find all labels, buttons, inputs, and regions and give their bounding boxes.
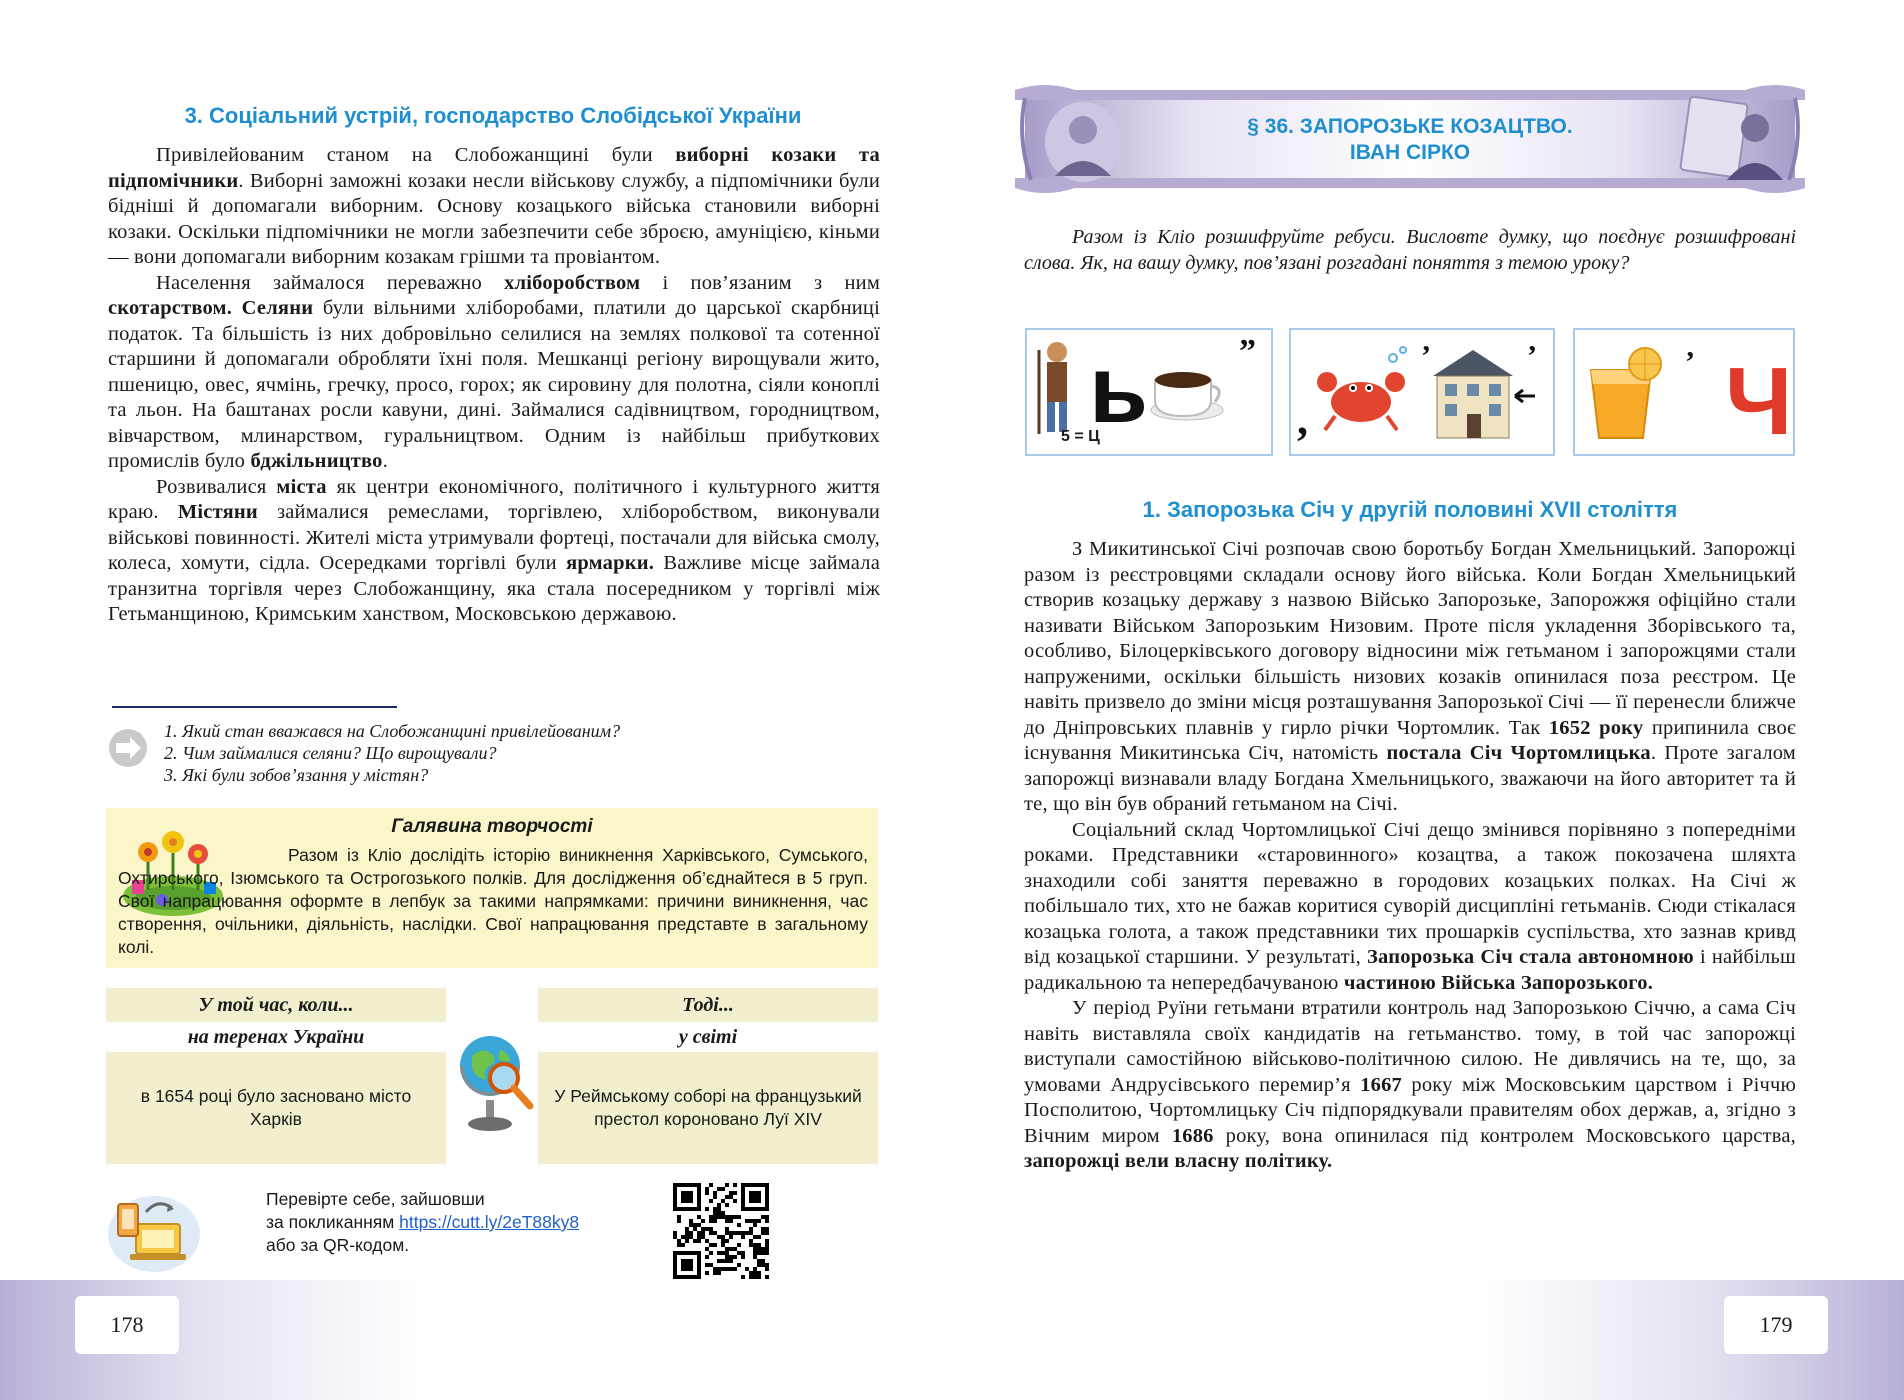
check-link[interactable]: https://cutt.ly/2eT88ky8 [399,1212,580,1232]
question-item: 3. Які були зобов’язання у містян? [164,765,429,785]
svg-text:”: ” [1239,333,1256,370]
page-number-left [75,1296,179,1354]
timeline-left-head-line2: на теренах України [106,1022,446,1052]
left-paragraph [108,271,880,475]
right-section-heading: 1. Запорозька Січ у другій половині XVII століття [1142,497,1678,522]
timeline-right-head-line2: у світі [538,1022,878,1052]
computer-icon [106,1190,202,1274]
right-paragraph [1024,996,1796,1175]
chapter-banner [1015,78,1805,200]
timeline-left-head-line1: У той час, коли... [198,994,354,1016]
rebus-hint: 5 = Ц [1061,428,1100,445]
text-run: Важливе місце займала транзитна торгівля через Слобожанщину, яка стала посередником у торгівлі між Гетьманщиною, Кримським ханством, Московською державою. [108,552,881,625]
check-line-2 [266,1211,646,1234]
bold-term: 1652 року [1548,716,1644,739]
creativity-text: Разом із Кліо дослідіть історію виникнення Харківського, Сумського, Охтирського, Ізюмського та Острогозького полків. Для дослідження об’єднайтеся в 5 груп. Свої напрацювання оформте в лепбук за такими напрямками: причини виникнення, час створення, очільники, діяльність, наслідки. Свої напрацювання представте в загальному колі. [118,845,868,957]
arrow-icon [108,728,148,768]
timeline-right-head-line1: Тоді... [682,994,734,1016]
timeline-left-text: в 1654 році було засновано місто Харків [140,1086,412,1129]
check-line-3: або за QR-кодом. [266,1235,410,1255]
right-body-text [1024,537,1796,1175]
question-item: 2. Чим займалися селяни? Що вирощували? [164,743,497,763]
page-number-right-text: 179 [1759,1312,1793,1337]
text-run: були вільними хліборобами, платили до царської скарбниці податок. Та більшість із них добровільно селилися на землях полкової та сотенної старшини й допомагали обробляти їхні поля. Мешканці регіону вирощували жито, пшеницю, овес, ячмінь, гречку, просо, горох; як сировину для полотна, сіяли коноплі та льон. На баштанах росли кавуни, дині. Займалися садівництвом, городництвом, вівчарством, млинарством, гуральництвом. Одним із найбільш прибуткових промислів було [108,297,880,472]
check-yourself-text [266,1188,646,1257]
text-run: року, вона опинилася під контролем Московського царства, [1213,1124,1796,1147]
globe-magnifier-icon [450,1020,536,1140]
text-run: З Микитинської Січі розпочав свою боротьбу Богдан Хмельницький. Запорожці разом із реєстровцями складали основу його війська. Коли Богдан Хмельницький створив козацьку державу з назвою Військо Запорозьке, Запорожжя офіційно стали називати Військом Запорозьким Низовим. Проте після укладення Зборівського та, особливо, Білоцерківського договору відносини між гетьманом і запорожцями стали напруженими, оскільки більшість низових козаків опинилася поза реєстром. Це навіть призвело до зміни місця розташування Запорозької Січі — її перенесли ближче до Дніпровських плавнів у гирло річки Чортомлик. Так [1024,538,1796,739]
banner-title [1015,114,1805,166]
text-run: року між Московським царством і Річчю Посполитою, Чортомлицьку Січ підпорядкували правителям обох держав, а, згідно з Вічним миром [1024,1073,1796,1147]
text-run: Населення займалося переважно [156,271,505,294]
svg-text:ʼ: ʼ [1527,340,1537,373]
svg-text:Ч: Ч [1725,348,1793,454]
text-run: . Проте загалом запорожці визнавали владу Богдана Хмельницького, зважаючи на його авторитет та й те, що він був обраний гетьманом на Січі. [1024,742,1796,815]
rebus-3 [1573,328,1795,456]
text-run: і пов’язаним з ним [640,271,880,294]
bold-term: запорожці вели власну політику. [1024,1150,1333,1172]
bold-term: Запорозька Січ стала автономною [1367,946,1694,968]
creativity-box [106,808,878,968]
left-body-text [108,143,880,628]
bottom-band [0,1280,1904,1400]
page-number-left-text: 178 [110,1312,144,1337]
text-run: . [382,450,388,472]
timeline-right-cell [538,1052,878,1164]
page-number-right [1724,1296,1828,1354]
text-run: Розвивалися [156,475,277,498]
timeline-table [106,988,878,1164]
bold-term: скотарством. Селяни [108,297,314,319]
banner-title-line1: § 36. ЗАПОРОЗЬКЕ КОЗАЦТВО. [1247,115,1573,138]
bold-term: постала Січ Чортомлицька [1386,742,1651,764]
bold-term: виборні козаки та підпомічники [108,144,880,192]
svg-text:ʼ: ʼ [1421,340,1431,373]
text-run: Привілейованим станом на Слобожанщині були [156,144,676,166]
bold-term: хліборобством [504,271,641,294]
right-paragraph [1024,537,1796,818]
bold-term: міста [276,475,327,498]
bold-term: ярмарки. [566,552,655,574]
qr-code[interactable] [673,1183,769,1279]
right-paragraph [1024,818,1796,997]
text-run: припинила своє існування Микитинська Січ, натомість [1024,716,1796,764]
svg-text:ʼ: ʼ [1685,346,1695,379]
bold-term: 1686 [1171,1124,1214,1147]
text-run: . Виборні заможні козаки несли військову службу, а підпомічники були бідніші й допомагали виборним. Основу козацького війська становили виборні козаки. Оскільки підпомічники не могли забезпечити себе зброєю, амуніцією, кіньми — вони допомагали виборним козакам грішми та провіантом. [108,169,880,268]
banner-title-line2: ІВАН СІРКО [1349,141,1471,164]
bold-term: бджільництво [250,450,383,472]
left-paragraph [108,143,880,271]
timeline-left-cell [106,1052,446,1164]
question-item: 1. Який стан вважався на Слобожанщині привілейованим? [164,721,621,741]
check-line-1: Перевірте себе, зайшовши [266,1189,485,1209]
check-line-2-prefix: за покликанням [266,1212,400,1232]
bold-term: 1667 [1360,1073,1402,1096]
divider-line [112,706,397,708]
rebus-2 [1289,328,1555,456]
text-run: займалися ремеслами, торгівлею, хліборобством, виконували військові повинності. Жителі міста утримували фортеці, постачали для війська смолу, колеса, хомути, сідла. Осередками торгівлі були [108,501,880,574]
questions-list [164,720,864,786]
timeline-right-text: У Реймському соборі на французький престол короновано Луї XIV [554,1086,862,1129]
left-section-heading: 3. Соціальний устрій, господарство Слобідської України [184,103,802,128]
text-run: Соціальний склад Чортомлицької Січі дещо змінився порівняно з попередніми роками. Представники «старовинного» козацтва, а також покозачена шляхта знаходили собі заняття переважно в городових козацьких полках. На Січі ж побільшало тих, хто не бажав коритися суворій дисципліні гетьманів. Сюди стікалася козацька голота, а також представники тих прошарків суспільства, хто зазнав кривд від козацької старшини. У результаті, [1024,818,1796,968]
svg-text:,: , [1297,395,1308,444]
svg-text:ь: ь [1089,336,1149,443]
rebus-1 [1025,328,1273,456]
rebus-intro: Разом із Кліо розшифруйте ребуси. Висловте думку, що поєднує розшифровані слова. Як, на вашу думку, пов’язані розгадані поняття з темою уроку? [1024,226,1796,274]
left-paragraph [108,475,880,628]
text-run: і найбільш радикальною та непередбачуваною [1024,946,1796,994]
bold-term: Містяни [177,501,258,523]
creativity-title: Галявина творчості [391,816,593,837]
bold-term: частиною Війська Запорозького. [1343,971,1654,994]
text-run: як центри економічного, політичного і культурного життя краю. [108,475,880,523]
text-run: У період Руїни гетьмани втратили контроль над Запорозькою Січчю, а сама Січ навіть виставляла своїх кандидатів на гетьманство. тому, в той час запорожці виступали самостійною військово-політичною силою. Не дивлячись на те, що, за умовами Андрусівського перемир’я [1024,997,1796,1096]
